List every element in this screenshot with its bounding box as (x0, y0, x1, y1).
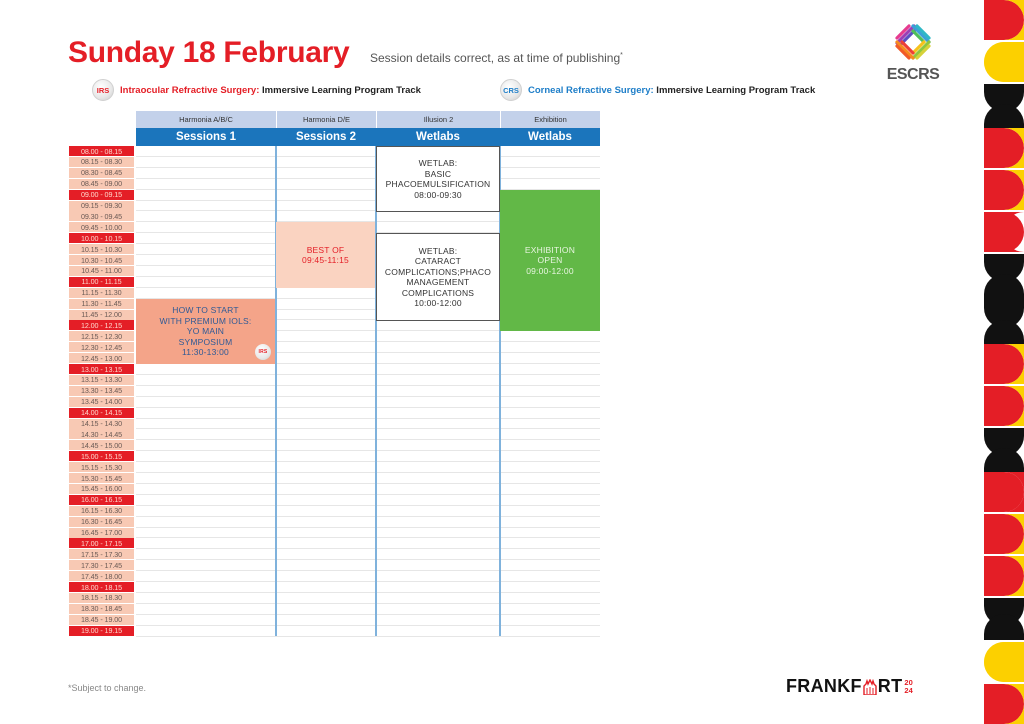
time-slot: 16.45 - 17.00 (69, 528, 134, 538)
time-slot: 14.15 - 14.30 (69, 419, 134, 429)
time-slot: 15.00 - 15.15 (69, 451, 134, 461)
footnote-mark: * (620, 52, 623, 59)
session-line: OPEN (537, 255, 563, 266)
time-slot: 08.15 - 08.30 (69, 157, 134, 167)
time-slot: 19.00 - 19.15 (69, 626, 134, 636)
row-divider (136, 625, 600, 626)
row-divider (136, 472, 600, 473)
time-slot: 16.00 - 16.15 (69, 495, 134, 505)
session-line: MANAGEMENT (406, 277, 470, 287)
session-line: SYMPOSIUM (178, 336, 233, 347)
row-divider (136, 559, 600, 560)
room-header-harmonia-de: Harmonia D/E (277, 111, 376, 128)
time-slot: 11.30 - 11.45 (69, 299, 134, 309)
row-divider (136, 516, 600, 517)
page-title: Sunday 18 February (68, 36, 350, 69)
time-slot: 18.30 - 18.45 (69, 604, 134, 614)
track-header-wetlabs-exhibition: Wetlabs (500, 128, 600, 146)
row-divider (136, 537, 600, 538)
legend-irs-track: Intraocular Refractive Surgery: (120, 84, 260, 96)
session-line: COMPLICATIONS;PHACO (384, 266, 492, 277)
year-top: 20 (904, 677, 913, 687)
time-slot: 14.00 - 14.15 (69, 408, 134, 418)
time-slot: 11.45 - 12.00 (69, 310, 134, 320)
row-divider (136, 483, 600, 484)
year-2024 (904, 679, 912, 695)
time-slot: 10.15 - 10.30 (69, 244, 134, 254)
time-slot: 12.00 - 12.15 (69, 320, 134, 330)
time-slot: 13.30 - 13.45 (69, 386, 134, 396)
time-slot: 15.30 - 15.45 (69, 473, 134, 483)
row-divider (136, 548, 600, 549)
row-divider (136, 407, 600, 408)
time-slot: 13.15 - 13.30 (69, 375, 134, 385)
session-line: BEST OF (306, 244, 345, 255)
column-divider (375, 146, 377, 636)
time-slot: 15.15 - 15.30 (69, 462, 134, 472)
legend-crs-desc: Immersive Learning Program Track (653, 84, 816, 96)
row-divider (136, 178, 600, 179)
row-divider (136, 570, 600, 571)
time-slot: 13.00 - 13.15 (69, 364, 134, 374)
legend-irs-desc: Immersive Learning Program Track (259, 84, 421, 96)
time-slot: 11.00 - 11.15 (69, 277, 134, 287)
session-line: YO MAIN (186, 326, 225, 337)
time-slot: 08.30 - 08.45 (69, 168, 134, 178)
session-line: HOW TO START (172, 305, 239, 316)
row-divider (136, 396, 600, 397)
publishing-note (370, 51, 623, 65)
row-divider (136, 374, 600, 375)
legend-irs (92, 79, 421, 101)
time-slot: 17.45 - 18.00 (69, 571, 134, 581)
time-slot: 15.45 - 16.00 (69, 484, 134, 494)
room-header-harmonia-abc: Harmonia A/B/C (136, 111, 276, 128)
session-line: CATARACT (414, 256, 462, 266)
row-divider (136, 505, 600, 506)
time-slot: 09.00 - 09.15 (69, 190, 134, 200)
track-header-sessions-1: Sessions 1 (136, 128, 276, 146)
time-slot: 08.00 - 08.15 (69, 146, 134, 156)
track-header-wetlabs-illusion: Wetlabs (376, 128, 500, 146)
time-slot: 17.00 - 17.15 (69, 538, 134, 548)
session-line: COMPLICATIONS (401, 287, 475, 298)
row-divider (136, 439, 600, 440)
frankfurt-2024-logo (786, 676, 913, 697)
session-time: 08:00-09:30 (414, 189, 462, 200)
session-line: WETLAB: (418, 245, 458, 256)
time-slot: 10.00 - 10.15 (69, 233, 134, 243)
time-slot: 17.15 - 17.30 (69, 549, 134, 559)
session-line: PHACOEMULSIFICATION (385, 179, 491, 189)
city-hall-icon (863, 679, 877, 695)
session-premium-iols-symposium[interactable] (136, 299, 275, 364)
session-time: 09:00-12:00 (526, 265, 574, 276)
row-divider (136, 527, 600, 528)
room-header-illusion-2: Illusion 2 (377, 111, 500, 128)
time-slot: 11.15 - 11.30 (69, 288, 134, 298)
row-divider (136, 581, 600, 582)
row-divider (136, 450, 600, 451)
legend-crs (500, 79, 815, 101)
escrs-logo-icon (891, 20, 935, 64)
frankfurt-word-end: RT (877, 676, 903, 696)
session-time: 10:00-12:00 (414, 298, 462, 308)
session-line: BASIC (424, 168, 452, 179)
time-slot: 16.15 - 16.30 (69, 506, 134, 516)
session-exhibition-open[interactable] (500, 190, 600, 331)
session-best-of[interactable] (276, 222, 375, 288)
row-divider (136, 418, 600, 419)
time-slot: 08.45 - 09.00 (69, 179, 134, 189)
row-divider (136, 494, 600, 495)
session-line: WITH PREMIUM IOLS: (159, 315, 252, 326)
time-slot: 14.45 - 15.00 (69, 440, 134, 450)
time-slot: 16.30 - 16.45 (69, 517, 134, 527)
session-line: EXHIBITION (524, 244, 576, 255)
time-slot: 18.45 - 19.00 (69, 615, 134, 625)
irs-badge-icon: IRS (255, 344, 271, 360)
row-divider (136, 614, 600, 615)
time-slot: 10.30 - 10.45 (69, 255, 134, 265)
session-wetlab-cataract-complications[interactable] (376, 233, 500, 321)
time-slot: 12.45 - 13.00 (69, 353, 134, 363)
time-slot: 18.00 - 18.15 (69, 582, 134, 592)
time-slot: 14.30 - 14.45 (69, 429, 134, 439)
session-time: 09:45-11:15 (302, 255, 349, 265)
time-slot: 17.30 - 17.45 (69, 560, 134, 570)
row-divider (136, 603, 600, 604)
room-header-exhibition: Exhibition (501, 111, 600, 128)
session-time: 11:30-13:00 (182, 347, 229, 358)
time-slot: 12.15 - 12.30 (69, 331, 134, 341)
frankfurt-word-start: FRANKF (786, 676, 862, 696)
publishing-note-text: Session details correct, as at time of publishing (370, 51, 621, 65)
time-slot: 18.15 - 18.30 (69, 593, 134, 603)
row-divider (136, 592, 600, 593)
footnote: *Subject to change. (68, 683, 147, 693)
escrs-logo (886, 20, 940, 84)
session-wetlab-basic-phaco[interactable] (376, 146, 500, 212)
time-slot: 10.45 - 11.00 (69, 266, 134, 276)
irs-badge-icon: IRS (92, 79, 114, 101)
row-divider (136, 167, 600, 168)
time-slot: 13.45 - 14.00 (69, 397, 134, 407)
time-slot: 09.30 - 09.45 (69, 211, 134, 221)
track-header-sessions-2: Sessions 2 (276, 128, 376, 146)
row-divider (136, 385, 600, 386)
escrs-logo-text: ESCRS (886, 66, 940, 83)
row-divider (136, 428, 600, 429)
row-divider (136, 636, 600, 637)
year-bottom: 24 (904, 685, 913, 695)
time-slot: 09.45 - 10.00 (69, 222, 134, 232)
legend-crs-track: Corneal Refractive Surgery: (528, 84, 654, 96)
crs-badge-icon: CRS (500, 79, 522, 101)
time-slot: 09.15 - 09.30 (69, 201, 134, 211)
session-line: WETLAB: (418, 158, 458, 168)
time-slot: 12.30 - 12.45 (69, 342, 134, 352)
column-divider (275, 146, 277, 636)
row-divider (136, 156, 600, 157)
row-divider (136, 461, 600, 462)
decorative-pattern (984, 0, 1024, 724)
